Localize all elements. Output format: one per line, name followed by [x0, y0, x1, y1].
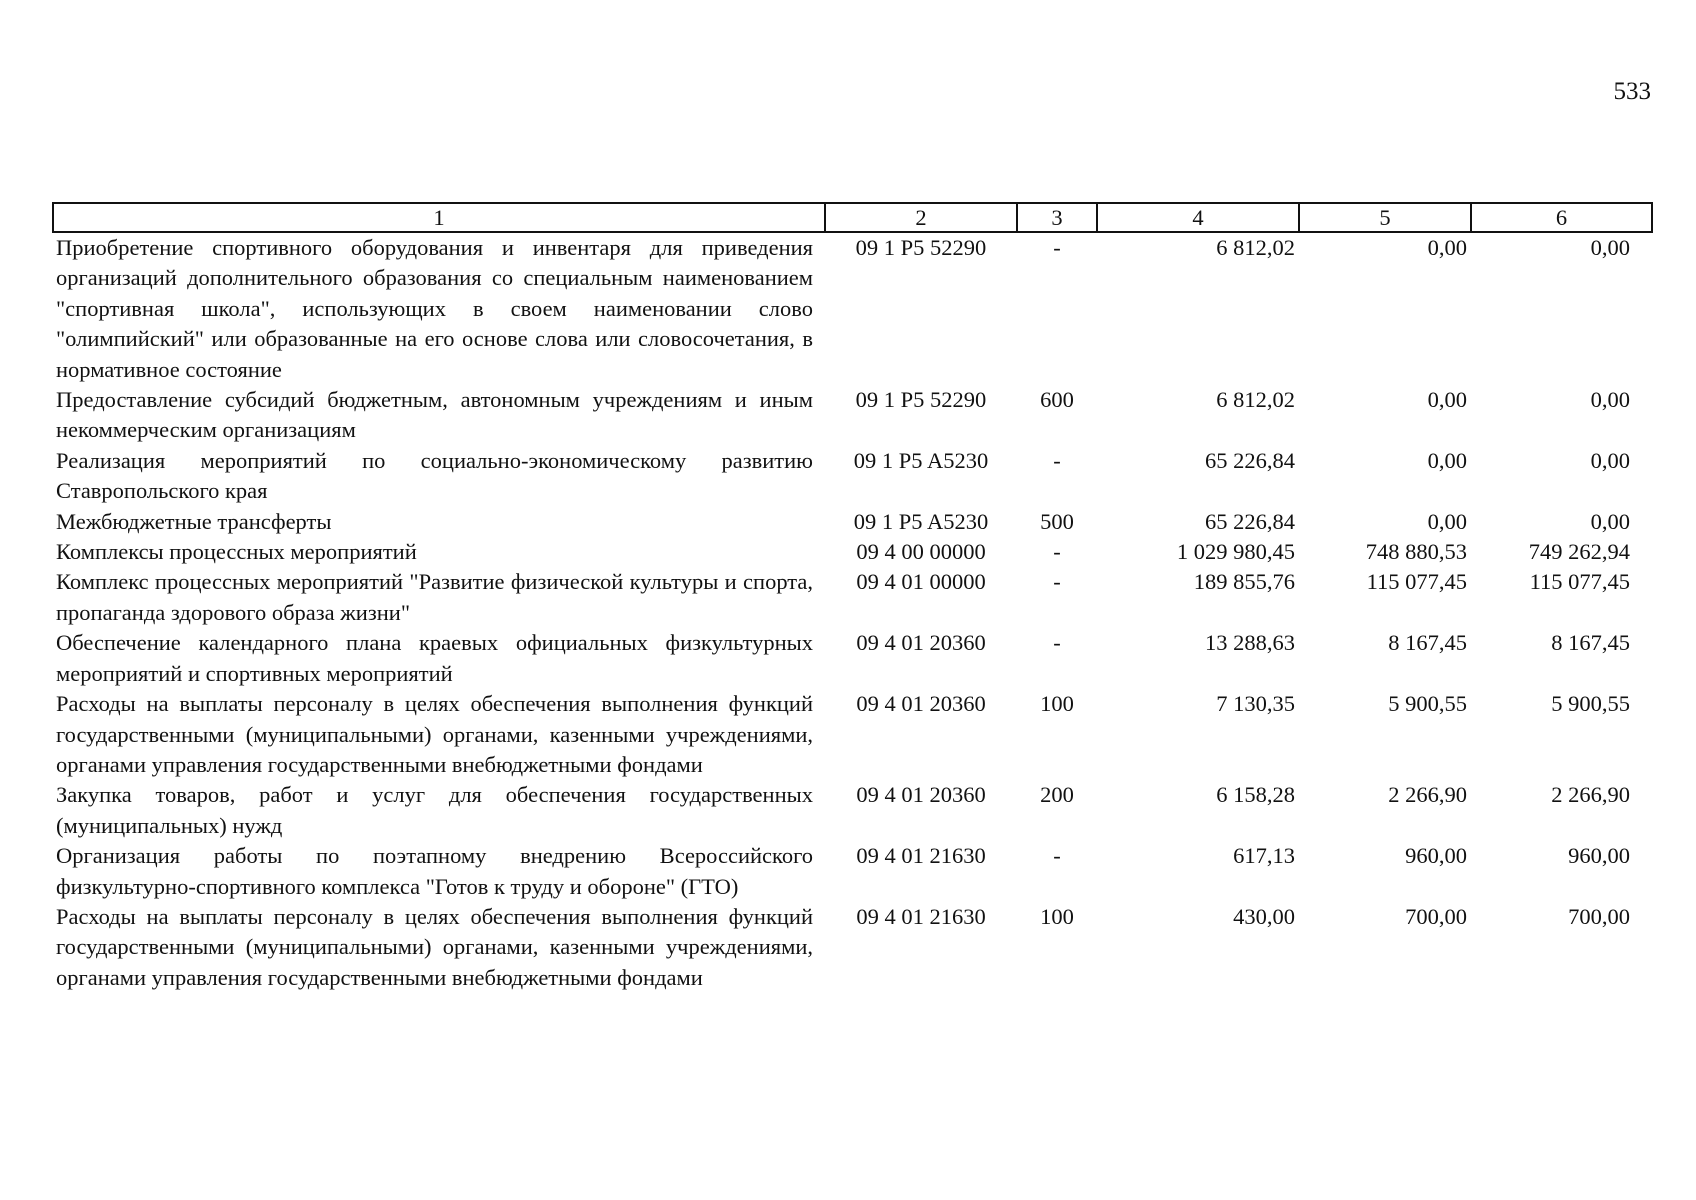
row-name: Предоставление субсидий бюджетным, автономным учреждениям и иным некоммерческим организациям	[56, 387, 813, 443]
row-type: -	[1053, 447, 1061, 473]
table-row	[53, 567, 1652, 628]
row-value-4: 617,13	[1233, 843, 1295, 869]
table-row	[53, 628, 1652, 689]
page-number: 533	[1613, 78, 1651, 105]
budget-table	[52, 202, 1653, 993]
row-value-5: 700,00	[1405, 903, 1467, 929]
row-code: 09 4 01 20360	[856, 691, 986, 717]
header-col-2: 2	[825, 203, 1017, 232]
table-row	[53, 446, 1652, 507]
table-row	[53, 841, 1652, 902]
table-row	[53, 537, 1652, 567]
row-value-5: 960,00	[1405, 843, 1467, 869]
row-name: Межбюджетные трансферты	[56, 508, 332, 534]
row-name: Расходы на выплаты персоналу в целях обеспечения выполнения функций государственными (муниципальными) органами, казенными учреждениями, органами управления государственными внебюджетными фондами	[56, 691, 813, 777]
row-name: Закупка товаров, работ и услуг для обеспечения государственных (муниципальных) нужд	[56, 782, 813, 838]
header-col-3: 3	[1017, 203, 1097, 232]
row-value-5: 0,00	[1427, 447, 1467, 473]
row-value-4: 6 812,02	[1216, 387, 1295, 413]
row-code: 09 1 P5 A5230	[853, 447, 989, 473]
header-col-6: 6	[1471, 203, 1652, 232]
row-value-4: 6 812,02	[1216, 235, 1295, 260]
row-code: 09 4 01 21630	[856, 903, 986, 929]
row-type: 600	[1040, 387, 1074, 413]
row-value-4: 65 226,84	[1205, 508, 1295, 534]
header-col-4: 4	[1097, 203, 1299, 232]
header-col-5: 5	[1299, 203, 1471, 232]
table-row	[53, 232, 1652, 385]
row-code: 09 4 01 21630	[856, 843, 986, 869]
row-value-6: 0,00	[1590, 447, 1630, 473]
row-code: 09 4 00 00000	[856, 539, 986, 565]
row-value-6: 960,00	[1568, 843, 1630, 869]
row-value-6: 749 262,94	[1528, 539, 1630, 565]
row-type: -	[1053, 569, 1061, 595]
row-value-5: 8 167,45	[1388, 630, 1467, 656]
table-row	[53, 780, 1652, 841]
table-row	[53, 902, 1652, 993]
row-type: -	[1053, 630, 1061, 656]
row-code: 09 1 P5 A5230	[853, 508, 989, 534]
row-value-6: 0,00	[1590, 235, 1630, 260]
row-value-6: 2 266,90	[1551, 782, 1630, 808]
row-value-4: 13 288,63	[1205, 630, 1295, 656]
row-value-5: 0,00	[1427, 235, 1467, 260]
row-type: -	[1053, 843, 1061, 869]
row-code: 09 4 01 20360	[856, 630, 986, 656]
row-type: 500	[1040, 508, 1074, 534]
row-value-4: 65 226,84	[1205, 447, 1295, 473]
row-value-6: 8 167,45	[1551, 630, 1630, 656]
row-name: Обеспечение календарного плана краевых официальных физкультурных мероприятий и спортивных мероприятий	[56, 630, 813, 686]
row-value-5: 2 266,90	[1388, 782, 1467, 808]
table-header	[53, 203, 1652, 232]
row-value-5: 0,00	[1427, 387, 1467, 413]
row-value-5: 5 900,55	[1388, 691, 1467, 717]
row-name: Реализация мероприятий по социально-экономическому развитию Ставропольского края	[56, 447, 813, 504]
row-code: 09 4 01 00000	[856, 569, 986, 595]
row-value-4: 7 130,35	[1216, 691, 1295, 717]
row-value-5: 115 077,45	[1366, 569, 1467, 595]
row-name: Комплекс процессных мероприятий "Развитие физической культуры и спорта, пропаганда здорового образа жизни"	[56, 569, 813, 625]
row-code: 09 1 P5 52290	[855, 235, 987, 260]
table-body	[53, 232, 1652, 993]
row-value-4: 6 158,28	[1216, 782, 1295, 808]
row-value-6: 5 900,55	[1551, 691, 1630, 717]
row-type: -	[1053, 235, 1061, 260]
row-type: 100	[1040, 903, 1074, 929]
row-name: Комплексы процессных мероприятий	[56, 539, 417, 565]
table-row	[53, 385, 1652, 446]
row-value-5: 748 880,53	[1365, 539, 1467, 565]
header-row	[53, 203, 1652, 232]
row-value-6: 0,00	[1590, 508, 1630, 534]
row-value-6: 0,00	[1590, 387, 1630, 413]
row-type: -	[1053, 539, 1061, 565]
row-name: Приобретение спортивного оборудования и инвентаря для приведения организаций дополнительного образования со специальным наименованием "спортивная школа", использующих в своем наименовании слово "олимпийский" или образованные на его основе слова или словосочетания, в нормативное состояние	[56, 235, 813, 382]
row-value-5: 0,00	[1427, 508, 1467, 534]
row-type: 200	[1040, 782, 1074, 808]
row-code: 09 4 01 20360	[856, 782, 986, 808]
row-value-4: 430,00	[1233, 903, 1295, 929]
row-value-6: 700,00	[1568, 903, 1630, 929]
row-name: Расходы на выплаты персоналу в целях обеспечения выполнения функций государственными (муниципальными) органами, казенными учреждениями, органами управления государственными внебюджетными фондами	[56, 903, 813, 990]
row-value-4: 189 855,76	[1193, 569, 1295, 595]
row-name: Организация работы по поэтапному внедрению Всероссийского физкультурно-спортивного комплекса "Готов к труду и обороне" (ГТО)	[56, 843, 813, 899]
row-value-6: 115 077,45	[1529, 569, 1630, 595]
header-col-1: 1	[53, 203, 825, 232]
table-row	[53, 689, 1652, 780]
row-value-4: 1 029 980,45	[1176, 539, 1295, 565]
row-code: 09 1 P5 52290	[855, 387, 987, 413]
table-row	[53, 507, 1652, 537]
row-type: 100	[1040, 691, 1074, 717]
